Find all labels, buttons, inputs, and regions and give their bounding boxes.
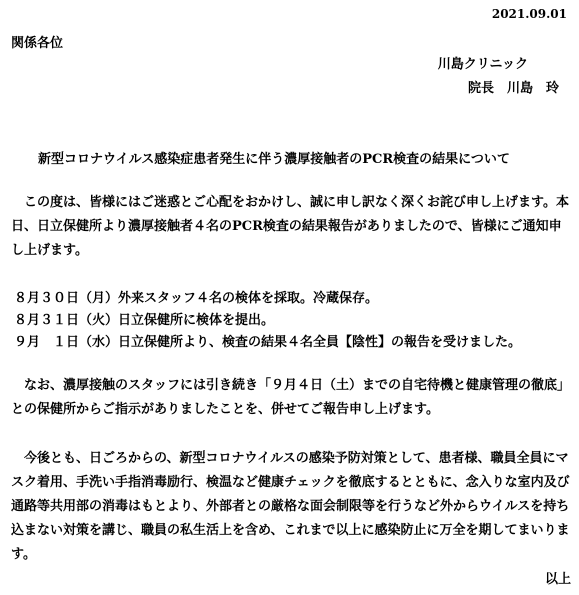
sender-director: 院長 川島 玲	[467, 81, 559, 96]
quarantine-paragraph: なお、濃厚接触のスタッフには引き続き「９月４日（土）までの自宅待機と健康管理の徹底」との保健所からご指示がありましたことを、併せてご報告申し上げます。	[11, 378, 571, 417]
closing-mark: 以上	[544, 572, 571, 587]
measures-paragraph: 今後とも、日ごろからの、新型コロナウイルスの感染予防対策として、患者様、職員全員にマスク着用、手洗い手指消毒励行、検温など健康チェックを徹底するとともに、念入りな室内及び通路等共用部の消毒はもとより、外部者との厳格な面会制限等を行うなど外からウイルスを持ち込まない対策を講じ、職員の私生活上を含め、これまで以上に感染防止に万全を期してまいります。	[11, 451, 570, 562]
schedule-item: ９月 １日（水）日立保健所より、検査の結果４名全員【陰性】の報告を受けました。	[14, 335, 522, 350]
schedule-item: ８月３０日（月）外来スタッフ４名の検体を採取。冷蔵保存。	[14, 291, 379, 306]
document-title: 新型コロナウイルス感染症患者発生に伴う濃厚接触者のPCR検査の結果について	[38, 152, 510, 167]
sender-clinic: 川島クリニック	[437, 57, 528, 72]
recipient: 関係各位	[11, 36, 64, 51]
document-date: 2021.09.01	[491, 7, 567, 21]
schedule-item: ８月３１日（火）日立保健所に検体を提出。	[14, 313, 275, 328]
apology-paragraph: この度は、皆様にはご迷惑とご心配をおかけし、誠に申し訳なく深くお詫び申し上げます。本日、日立保健所より濃厚接触者４名のPCR検査の結果報告がありましたので、皆様にご通知申し上げます。	[11, 195, 569, 258]
